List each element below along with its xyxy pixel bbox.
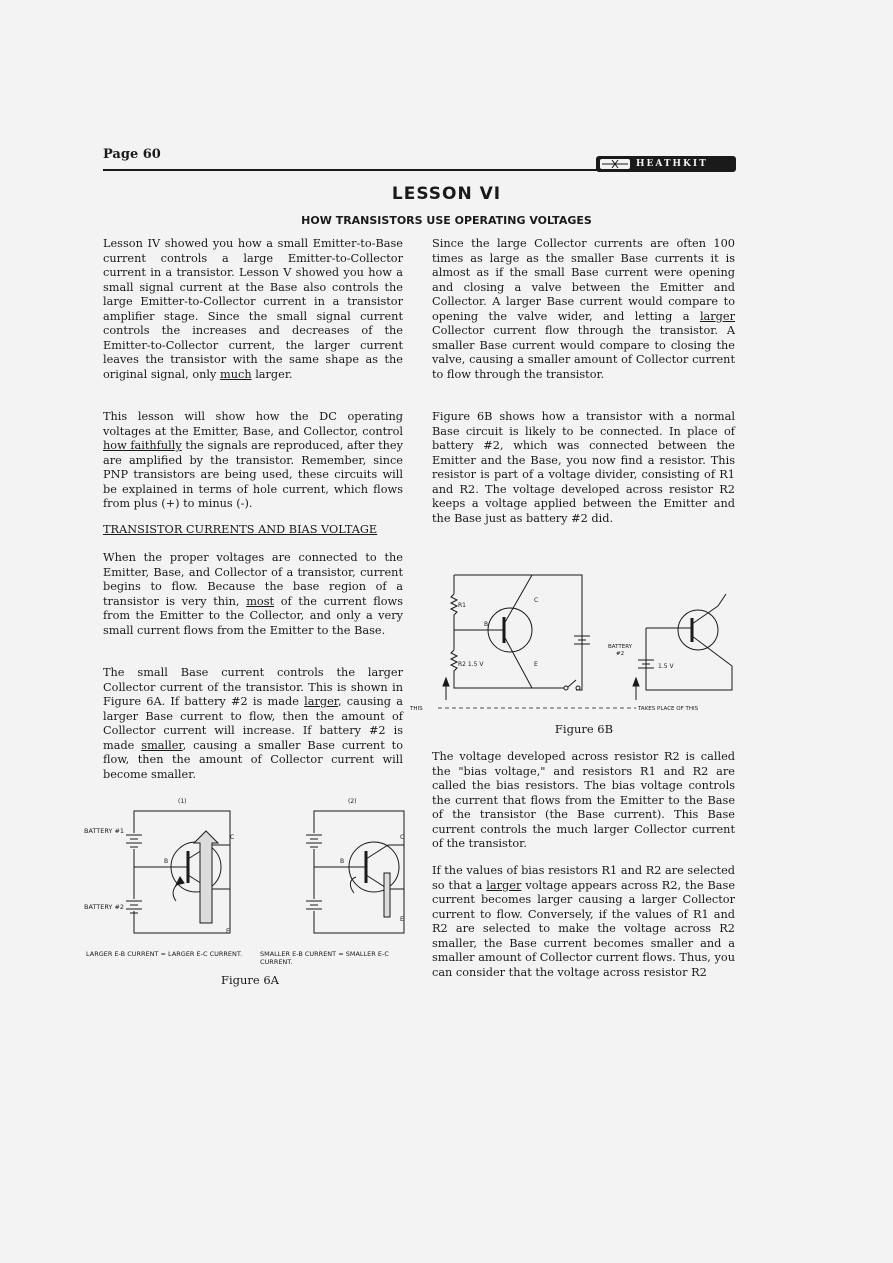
fig6a-c1: C (230, 834, 235, 841)
right-paragraph-1: Since the large Collector currents are often 100 times as large as the smaller Base currents it is almost as if the small Base current were opening and closing a valve between the Emitter and Collector. A larger Base current would compare to opening the valve wider, and letting a larger Collector current flow through the transistor. A smaller Base current would compare to closing the valve, causing a smaller amount of Collector current to flow through the transistor. (432, 237, 736, 381)
figure-6b-caption: Figure 6B (554, 722, 614, 736)
right-paragraph-3: The voltage developed across resistor R2 is called the "bias voltage," and resistors R1 and R2 are called the bias resistors. The bias voltage controls the current that flows from the Emitter to the Base of the transistor (the Base current). This Base current controls the much larger Collector current of the transistor. (432, 750, 735, 850)
right-paragraph-2: Figure 6B shows how a transistor with a normal Base circuit is likely to be connected. In place of battery #2, which was connected between the Emitter and the Base, you now find a resistor. This resistor is part of a voltage divider, consisting of R1 and R2. The voltage developed across resistor R2 keeps a voltage applied between the Emitter and the Base just as battery #2 did. (432, 410, 735, 525)
logo-emblem-icon (600, 159, 630, 169)
page-number: Page 60 (103, 147, 161, 162)
fig6a-caption-right: SMALLER E-B CURRENT = SMALLER E-C CURRENT. (260, 950, 389, 966)
heathkit-logo (596, 156, 736, 172)
fig6b-c: C (534, 597, 539, 604)
fig6a-b2: B (340, 858, 345, 865)
figure-6a-diagram (84, 793, 420, 973)
fig6a-c2: C (400, 834, 405, 841)
header-rule (103, 169, 597, 171)
fig6a-label-2: (2) (348, 798, 357, 805)
fig6b-r1: R1 (458, 602, 466, 609)
logo-text: HEATHKIT (636, 159, 708, 169)
left-paragraph-2: This lesson will show how the DC operating voltages at the Emitter, Base, and Collector, control how faithfully the signals are reproduced, after they are amplified by the transistor. Remember, since PNP transistors are being used, these circuits will be explained in terms of hole current, which flows from plus (+) to minus (-). (103, 410, 403, 510)
fig6b-takes: TAKES PLACE OF THIS (638, 706, 699, 712)
right-paragraph-4: If the values of bias resistors R1 and R2 are selected so that a larger voltage appears across R2, the Base current becomes larger causing a larger Collector current to flow. Conversely, if the values of R1 and R2 are selected to make the voltage across R2 smaller, the Base current becomes smaller and a smaller amount of Collector current flows. Thus, you can consider that the voltage across resistor R2 (432, 864, 736, 979)
section-heading: TRANSISTOR CURRENTS AND BIAS VOLTAGE (103, 523, 378, 536)
fig6b-b: B (484, 621, 489, 628)
figure-6a-caption: Figure 6A (220, 973, 279, 987)
fig6a-b1: B (164, 858, 169, 865)
fig6a-label-1: (1) (178, 798, 187, 805)
fig6b-battery-num: #2 (616, 651, 625, 657)
fig6a-caption-left: LARGER E-B CURRENT = LARGER E-C CURRENT. (86, 950, 243, 958)
figure-6b-diagram (410, 570, 736, 715)
fig6b-e: E (534, 661, 538, 668)
fig6b-r2: R2 1.5 V (458, 661, 484, 668)
fig6b-battery: BATTERY (608, 644, 633, 650)
fig6a-battery2-label: BATTERY #2 (84, 903, 125, 911)
left-paragraph-1: Lesson IV showed you how a small Emitter-to-Base current controls a large Emitter-to-Collector current in a transistor. Lesson V showed you how a small signal current at the Base also controls the large Emitter-to-Collector current in a transistor amplifier stage. Since the small signal current controls the increases and decreases of the Emitter-to-Collector current, the larger current leaves the transistor with the same shape as the original signal, only much larger. (103, 237, 403, 381)
fig6a-e2: E (400, 916, 404, 923)
fig6a-e1: E (226, 928, 230, 935)
left-paragraph-3: When the proper voltages are connected to the Emitter, Base, and Collector of a transistor, current begins to flow. Because the base region of a transistor is very thin, most of the current flows from the Emitter to the Collector, and only a very small current flows from the Emitter to the Base. (103, 551, 403, 637)
fig6b-this: THIS (410, 706, 423, 712)
lesson-title: LESSON VI (391, 184, 502, 204)
fig6b-volts: 1.5 V (658, 663, 674, 670)
left-paragraph-4: The small Base current controls the larger Collector current of the transistor. This is shown in Figure 6A. If battery #2 is made larger, causing a larger Base current to flow, then the amount of Collector current will increase. If battery #2 is made smaller, causing a smaller Base current to flow, then the amount of Collector current will become smaller. (103, 666, 404, 781)
lesson-subtitle: HOW TRANSISTORS USE OPERATING VOLTAGES (301, 214, 592, 227)
fig6a-battery1-label: BATTERY #1 (84, 827, 125, 835)
